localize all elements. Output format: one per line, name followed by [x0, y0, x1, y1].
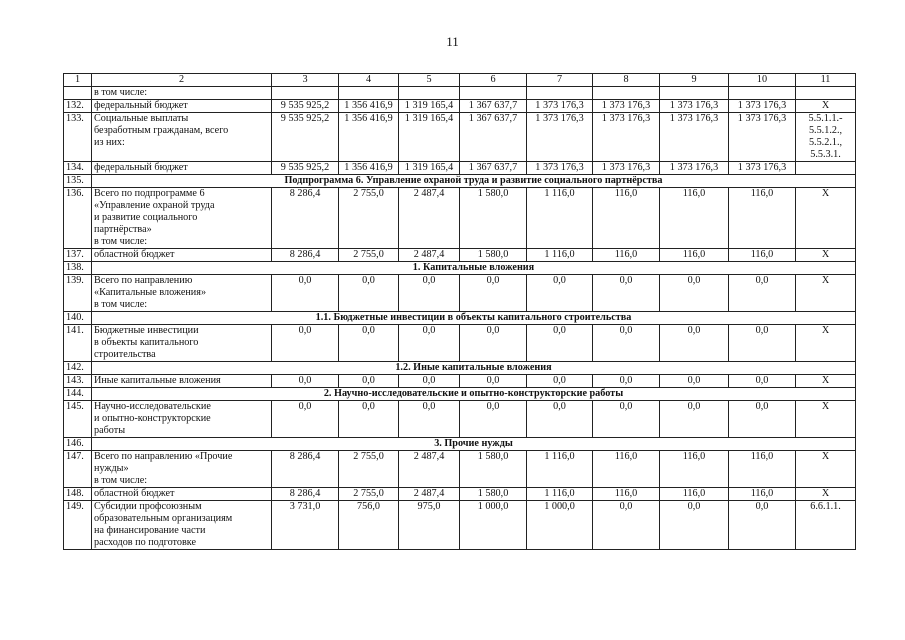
header-cell: 1	[64, 74, 92, 87]
section-title: 3. Прочие нужды	[92, 438, 856, 451]
section-row	[64, 175, 856, 188]
table-row	[64, 162, 856, 175]
value-cell: 1 373 176,3	[660, 113, 729, 162]
value-cell: 0,0	[593, 375, 660, 388]
row-number: 138.	[64, 262, 92, 275]
table-row	[64, 501, 856, 550]
budget-table	[63, 73, 856, 550]
value-cell: 1 319 165,4	[399, 113, 460, 162]
empty-cell	[339, 87, 399, 100]
value-cell: 0,0	[339, 401, 399, 438]
value-cell: 0,0	[272, 325, 339, 362]
value-cell: 0,0	[593, 275, 660, 312]
value-cell: 0,0	[460, 275, 527, 312]
row-number: 148.	[64, 488, 92, 501]
program-code-cell: Х	[796, 488, 856, 501]
section-title: 1. Капитальные вложения	[92, 262, 856, 275]
row-number: 147.	[64, 451, 92, 488]
page-number: 11	[446, 34, 459, 49]
value-cell: 1 319 165,4	[399, 100, 460, 113]
row-description: Бюджетные инвестиции в объекты капитального строительства	[92, 325, 272, 362]
program-code-cell: 5.5.1.1.- 5.5.1.2., 5.5.2.1., 5.5.3.1.	[796, 113, 856, 162]
program-code-cell: Х	[796, 188, 856, 249]
row-description: областной бюджет	[92, 488, 272, 501]
value-cell: 1 116,0	[527, 249, 593, 262]
value-cell: 756,0	[339, 501, 399, 550]
value-cell: 0,0	[339, 375, 399, 388]
section-title: 2. Научно-исследовательские и опытно-конструкторские работы	[92, 388, 856, 401]
value-cell: 1 373 176,3	[527, 113, 593, 162]
value-cell: 2 487,4	[399, 249, 460, 262]
program-code-cell: Х	[796, 375, 856, 388]
value-cell: 0,0	[660, 275, 729, 312]
value-cell: 3 731,0	[272, 501, 339, 550]
table-row	[64, 325, 856, 362]
row-description: Всего по направлению «Прочие нужды» в том числе:	[92, 451, 272, 488]
value-cell: 0,0	[729, 325, 796, 362]
table-row	[64, 488, 856, 501]
value-cell: 0,0	[729, 501, 796, 550]
value-cell: 116,0	[660, 249, 729, 262]
value-cell: 0,0	[460, 375, 527, 388]
value-cell: 1 373 176,3	[527, 162, 593, 175]
value-cell: 1 116,0	[527, 488, 593, 501]
value-cell: 1 373 176,3	[660, 162, 729, 175]
value-cell: 1 000,0	[527, 501, 593, 550]
table-row	[64, 113, 856, 162]
section-row	[64, 312, 856, 325]
row-description: в том числе:	[92, 87, 272, 100]
value-cell: 2 487,4	[399, 188, 460, 249]
value-cell: 9 535 925,2	[272, 162, 339, 175]
value-cell: 1 367 637,7	[460, 113, 527, 162]
value-cell: 0,0	[729, 275, 796, 312]
value-cell: 1 116,0	[527, 188, 593, 249]
value-cell: 0,0	[660, 501, 729, 550]
row-description: Всего по подпрограмме 6 «Управление охраной труда и развитие социального партнёрства» в том числе:	[92, 188, 272, 249]
section-row	[64, 388, 856, 401]
empty-cell	[593, 87, 660, 100]
value-cell: 2 755,0	[339, 451, 399, 488]
header-cell: 9	[660, 74, 729, 87]
row-number: 134.	[64, 162, 92, 175]
row-number: 136.	[64, 188, 92, 249]
value-cell: 975,0	[399, 501, 460, 550]
value-cell: 1 367 637,7	[460, 162, 527, 175]
value-cell: 1 356 416,9	[339, 113, 399, 162]
value-cell: 1 373 176,3	[729, 113, 796, 162]
value-cell: 1 580,0	[460, 488, 527, 501]
header-cell: 8	[593, 74, 660, 87]
value-cell: 9 535 925,2	[272, 113, 339, 162]
value-cell: 0,0	[460, 401, 527, 438]
value-cell: 116,0	[660, 188, 729, 249]
value-cell: 2 487,4	[399, 488, 460, 501]
value-cell: 0,0	[593, 401, 660, 438]
section-row	[64, 262, 856, 275]
section-row	[64, 438, 856, 451]
row-number: 132.	[64, 100, 92, 113]
program-code-cell	[796, 162, 856, 175]
header-cell: 6	[460, 74, 527, 87]
value-cell: 8 286,4	[272, 451, 339, 488]
value-cell: 0,0	[660, 401, 729, 438]
row-number: 143.	[64, 375, 92, 388]
value-cell: 0,0	[272, 375, 339, 388]
value-cell: 1 373 176,3	[660, 100, 729, 113]
value-cell: 116,0	[593, 488, 660, 501]
table-row	[64, 100, 856, 113]
value-cell: 1 580,0	[460, 451, 527, 488]
value-cell: 9 535 925,2	[272, 100, 339, 113]
value-cell: 0,0	[593, 325, 660, 362]
empty-cell	[460, 87, 527, 100]
value-cell: 116,0	[593, 188, 660, 249]
value-cell: 116,0	[593, 249, 660, 262]
empty-cell	[729, 87, 796, 100]
value-cell: 1 580,0	[460, 249, 527, 262]
empty-cell	[527, 87, 593, 100]
value-cell: 0,0	[527, 275, 593, 312]
value-cell: 2 755,0	[339, 488, 399, 501]
program-code-cell: Х	[796, 100, 856, 113]
value-cell: 0,0	[272, 401, 339, 438]
row-number: 144.	[64, 388, 92, 401]
row-number: 133.	[64, 113, 92, 162]
value-cell: 0,0	[339, 275, 399, 312]
program-code-cell: Х	[796, 325, 856, 362]
value-cell: 1 373 176,3	[729, 100, 796, 113]
value-cell: 0,0	[460, 325, 527, 362]
row-description: Научно-исследовательские и опытно-конструкторские работы	[92, 401, 272, 438]
row-number: 140.	[64, 312, 92, 325]
row-description: Иные капитальные вложения	[92, 375, 272, 388]
program-code-cell: Х	[796, 249, 856, 262]
value-cell: 1 356 416,9	[339, 162, 399, 175]
value-cell: 1 116,0	[527, 451, 593, 488]
value-cell: 8 286,4	[272, 488, 339, 501]
row-description: Субсидии профсоюзным образовательным организациям на финансирование части расходов по подготовке	[92, 501, 272, 550]
value-cell: 0,0	[660, 375, 729, 388]
value-cell: 0,0	[527, 401, 593, 438]
value-cell: 2 487,4	[399, 451, 460, 488]
table-row	[64, 188, 856, 249]
value-cell: 116,0	[729, 249, 796, 262]
section-title: 1.1. Бюджетные инвестиции в объекты капитального строительства	[92, 312, 856, 325]
value-cell: 1 000,0	[460, 501, 527, 550]
section-title: Подпрограмма 6. Управление охраной труда и развитие социального партнёрства	[92, 175, 856, 188]
header-cell: 7	[527, 74, 593, 87]
value-cell: 2 755,0	[339, 249, 399, 262]
row-number: 146.	[64, 438, 92, 451]
value-cell: 1 580,0	[460, 188, 527, 249]
value-cell: 2 755,0	[339, 188, 399, 249]
value-cell: 116,0	[729, 488, 796, 501]
section-title: 1.2. Иные капитальные вложения	[92, 362, 856, 375]
row-number	[64, 87, 92, 100]
empty-cell	[796, 87, 856, 100]
row-number: 135.	[64, 175, 92, 188]
table-row	[64, 401, 856, 438]
row-description: Всего по направлению «Капитальные вложения» в том числе:	[92, 275, 272, 312]
header-cell: 2	[92, 74, 272, 87]
value-cell: 1 356 416,9	[339, 100, 399, 113]
table-row	[64, 275, 856, 312]
program-code-cell: Х	[796, 275, 856, 312]
value-cell: 1 373 176,3	[593, 162, 660, 175]
value-cell: 8 286,4	[272, 188, 339, 249]
value-cell: 0,0	[399, 325, 460, 362]
header-cell: 5	[399, 74, 460, 87]
value-cell: 0,0	[527, 375, 593, 388]
value-cell: 1 319 165,4	[399, 162, 460, 175]
header-cell: 3	[272, 74, 339, 87]
program-code-cell: Х	[796, 401, 856, 438]
value-cell: 0,0	[399, 275, 460, 312]
row-description: федеральный бюджет	[92, 162, 272, 175]
empty-cell	[660, 87, 729, 100]
value-cell: 0,0	[272, 275, 339, 312]
value-cell: 116,0	[593, 451, 660, 488]
table-row	[64, 87, 856, 100]
row-description: областной бюджет	[92, 249, 272, 262]
program-code-cell: Х	[796, 451, 856, 488]
value-cell: 116,0	[660, 451, 729, 488]
header-cell: 11	[796, 74, 856, 87]
value-cell: 0,0	[729, 401, 796, 438]
value-cell: 0,0	[399, 375, 460, 388]
header-cell: 10	[729, 74, 796, 87]
row-number: 139.	[64, 275, 92, 312]
value-cell: 1 373 176,3	[729, 162, 796, 175]
value-cell: 1 373 176,3	[593, 100, 660, 113]
value-cell: 1 367 637,7	[460, 100, 527, 113]
value-cell: 0,0	[399, 401, 460, 438]
table-row	[64, 249, 856, 262]
value-cell: 0,0	[660, 325, 729, 362]
value-cell: 0,0	[339, 325, 399, 362]
empty-cell	[272, 87, 339, 100]
value-cell: 116,0	[729, 188, 796, 249]
row-number: 141.	[64, 325, 92, 362]
value-cell: 116,0	[729, 451, 796, 488]
header-cell: 4	[339, 74, 399, 87]
value-cell: 0,0	[527, 325, 593, 362]
row-number: 145.	[64, 401, 92, 438]
table-row	[64, 451, 856, 488]
row-description: федеральный бюджет	[92, 100, 272, 113]
value-cell: 0,0	[729, 375, 796, 388]
value-cell: 0,0	[593, 501, 660, 550]
empty-cell	[399, 87, 460, 100]
value-cell: 8 286,4	[272, 249, 339, 262]
table-row	[64, 375, 856, 388]
row-number: 149.	[64, 501, 92, 550]
value-cell: 116,0	[660, 488, 729, 501]
row-description: Социальные выплаты безработным гражданам, всего из них:	[92, 113, 272, 162]
header-row	[64, 74, 856, 87]
row-number: 137.	[64, 249, 92, 262]
value-cell: 1 373 176,3	[593, 113, 660, 162]
section-row	[64, 362, 856, 375]
value-cell: 1 373 176,3	[527, 100, 593, 113]
row-number: 142.	[64, 362, 92, 375]
program-code-cell: 6.6.1.1.	[796, 501, 856, 550]
